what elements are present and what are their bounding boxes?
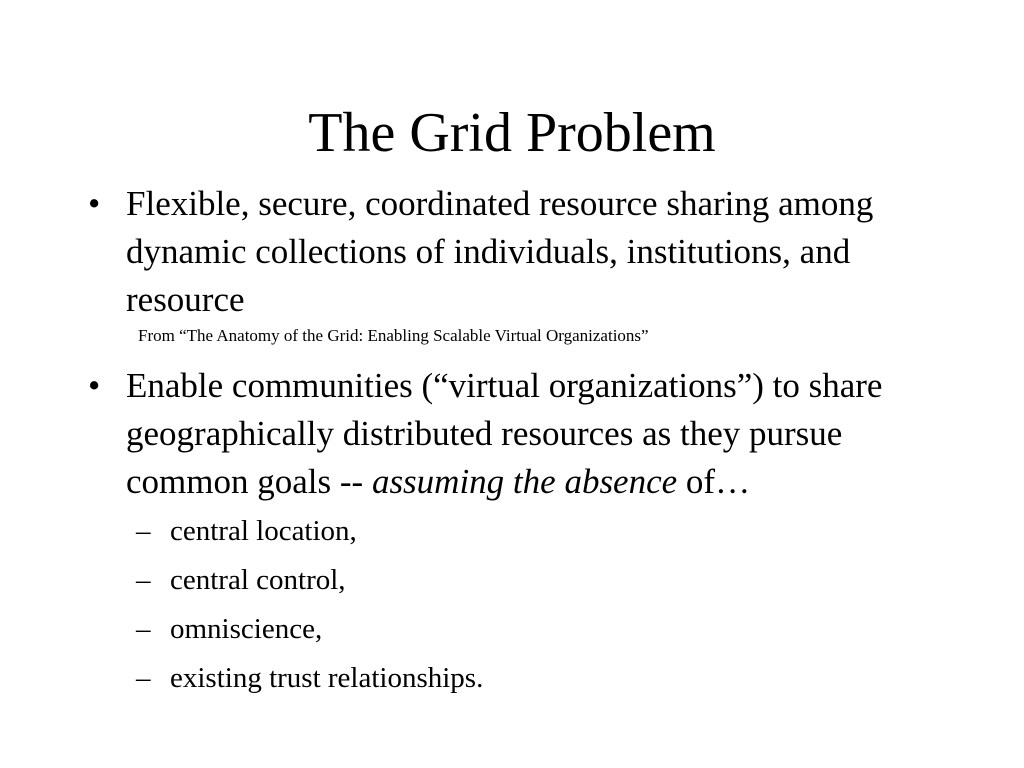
sub-marker: – (136, 515, 151, 547)
sub-item-1 (136, 513, 357, 549)
sub-marker: – (136, 564, 151, 596)
bullet-item-1 (88, 180, 968, 324)
bullet-item-2 (88, 362, 968, 506)
bullet-marker: • (88, 184, 101, 223)
bullet-marker: • (88, 366, 101, 405)
slide-title: The Grid Problem (308, 102, 716, 164)
sub-marker: – (136, 613, 151, 645)
sub-marker: – (136, 662, 151, 694)
bullet-text (126, 362, 968, 506)
sub-item-3 (136, 611, 322, 647)
sub-item-2 (136, 562, 346, 598)
bullet-text: Flexible, secure, coordinated resource sharing among dynamic collections of individuals, institutions, and resource (126, 184, 874, 319)
bullet-text-tail: of… (677, 462, 751, 501)
sub-item-text: central location, (170, 515, 357, 547)
bullet-text-plain: Enable communities (“virtual organizations”) to share geographically distributed resources as they pursue common goals -- (126, 366, 883, 501)
citation-text: From “The Anatomy of the Grid: Enabling Scalable Virtual Organizations” (138, 326, 649, 345)
sub-item-text: central control, (170, 564, 346, 596)
sub-item-4 (136, 660, 483, 696)
sub-item-text: omniscience, (170, 613, 323, 645)
sub-item-text: existing trust relationships. (170, 662, 484, 694)
bullet-text-italic: assuming the absence (371, 462, 678, 501)
